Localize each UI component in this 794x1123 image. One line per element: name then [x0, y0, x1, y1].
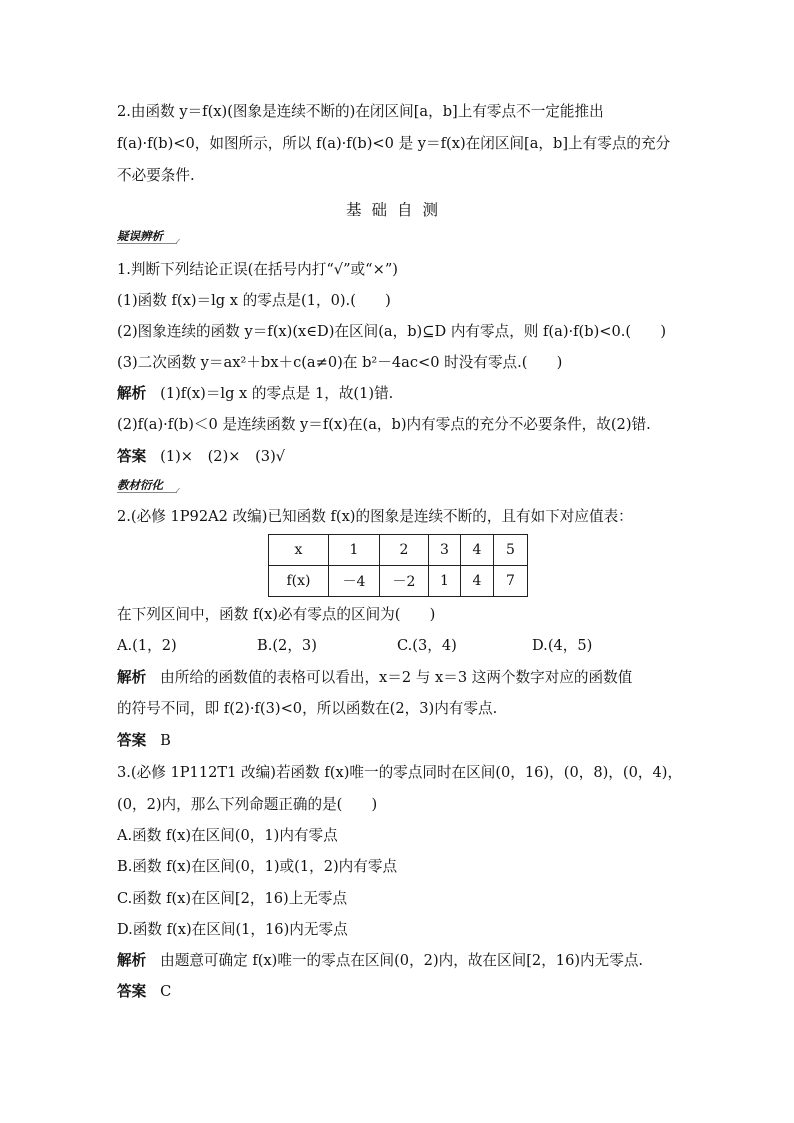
q3-stem-1: 3.(必修 1P112T1 改编)若函数 f(x)唯一的零点同时在区间(0，16)，(0，8)，(0，4)， [117, 764, 683, 781]
table-cell: －2 [380, 566, 429, 597]
q3-analysis-text: 由题意可确定 f(x)唯一的零点在区间(0，2)内，故在区间[2，16)内无零点. [160, 952, 644, 969]
q2-analysis-text-1: 由所给的函数值的表格可以看出，x＝2 与 x＝3 这两个数字对应的函数值 [160, 669, 633, 686]
table-cell: 7 [494, 566, 528, 597]
table-cell: 5 [494, 535, 528, 566]
tag-underline-end [175, 488, 180, 493]
q2-option-c: C.(3，4) [397, 637, 457, 654]
q1-analysis-2: (2)f(a)·f(b)＜0 是连续函数 y＝f(x)在(a，b)内有零点的充分不必要条件，故(2)错. [117, 416, 651, 433]
q2-option-b: B.(2，3) [257, 637, 317, 654]
tag-underline [117, 492, 177, 493]
tag-error-analysis: 疑误辨析 [117, 229, 163, 243]
q3-option-d: D.函数 f(x)在区间(1，16)内无零点 [117, 921, 348, 938]
q2-analysis-2: 的符号不同，即 f(2)·f(3)<0，所以函数在(2，3)内有零点. [117, 700, 498, 717]
table-cell: 1 [429, 566, 461, 597]
q2-prompt: 在下列区间中，函数 f(x)必有零点的区间为( ) [117, 606, 436, 623]
table-cell: 4 [461, 535, 494, 566]
q3-stem-2: (0，2)内，那么下列命题正确的是( ) [117, 796, 378, 813]
table-cell: f(x) [269, 566, 329, 597]
table-cell: x [269, 535, 329, 566]
q3-option-a: A.函数 f(x)在区间(0，1)内有零点 [117, 827, 338, 844]
value-table [268, 534, 528, 597]
table-cell: 3 [429, 535, 461, 566]
table-cell: 1 [329, 535, 380, 566]
q1-item-2: (2)图象连续的函数 y＝f(x)(x∈D)在区间(a，b)⊆D 内有零点，则 f(a)·f(b)<0.( ) [117, 323, 667, 340]
tag-textbook: 教材衍化 [117, 478, 163, 492]
q2-answer [117, 731, 171, 751]
tag-underline [117, 243, 177, 244]
table-row [269, 566, 528, 597]
q2-stem: 2.(必修 1P92A2 改编)已知函数 f(x)的图象是连续不断的，且有如下对应值表： [117, 508, 633, 525]
q3-answer-text: C [160, 983, 172, 1000]
table-row [269, 535, 528, 566]
table-cell: 2 [380, 535, 429, 566]
q3-option-c: C.函数 f(x)在区间[2，16)上无零点 [117, 890, 348, 907]
q3-analysis [117, 951, 643, 971]
answer-label: 答案 [117, 448, 147, 465]
analysis-label: 解析 [117, 385, 147, 402]
analysis-label: 解析 [117, 669, 147, 686]
q3-option-b: B.函数 f(x)在区间(0，1)或(1，2)内有零点 [117, 858, 398, 875]
q3-answer [117, 982, 171, 1002]
tag-underline-end [175, 239, 180, 244]
q1-answer-text: (1)× (2)× (3)√ [160, 448, 286, 465]
q2-option-d: D.(4，5) [532, 637, 593, 654]
intro-line-3: 不必要条件. [117, 167, 195, 184]
q1-analysis-text-1: (1)f(x)＝lg x 的零点是 1，故(1)错. [160, 385, 394, 402]
answer-label: 答案 [117, 983, 147, 1000]
intro-line-1: 2.由函数 y＝f(x)(图象是连续不断的)在闭区间[a，b]上有零点不一定能推出 [117, 103, 604, 120]
table-cell: －4 [329, 566, 380, 597]
q2-option-a: A.(1，2) [117, 637, 177, 654]
table-cell: 4 [461, 566, 494, 597]
q1-answer [117, 447, 285, 467]
q2-answer-text: B [160, 732, 171, 749]
answer-label: 答案 [117, 732, 147, 749]
q1-stem: 1.判断下列结论正误(在括号内打“√”或“×”) [117, 261, 398, 278]
q1-item-1: (1)函数 f(x)＝lg x 的零点是(1，0).( ) [117, 292, 391, 309]
intro-line-2: f(a)·f(b)<0，如图所示，所以 f(a)·f(b)<0 是 y＝f(x)在闭区间[a，b]上有零点的充分 [117, 135, 671, 152]
section-title: 基础自测 [345, 201, 448, 219]
q1-item-3: (3)二次函数 y＝ax²＋bx＋c(a≠0)在 b²－4ac<0 时没有零点.( ) [117, 354, 563, 371]
q2-analysis-1 [117, 668, 632, 688]
q1-analysis-1 [117, 384, 393, 404]
analysis-label: 解析 [117, 952, 147, 969]
